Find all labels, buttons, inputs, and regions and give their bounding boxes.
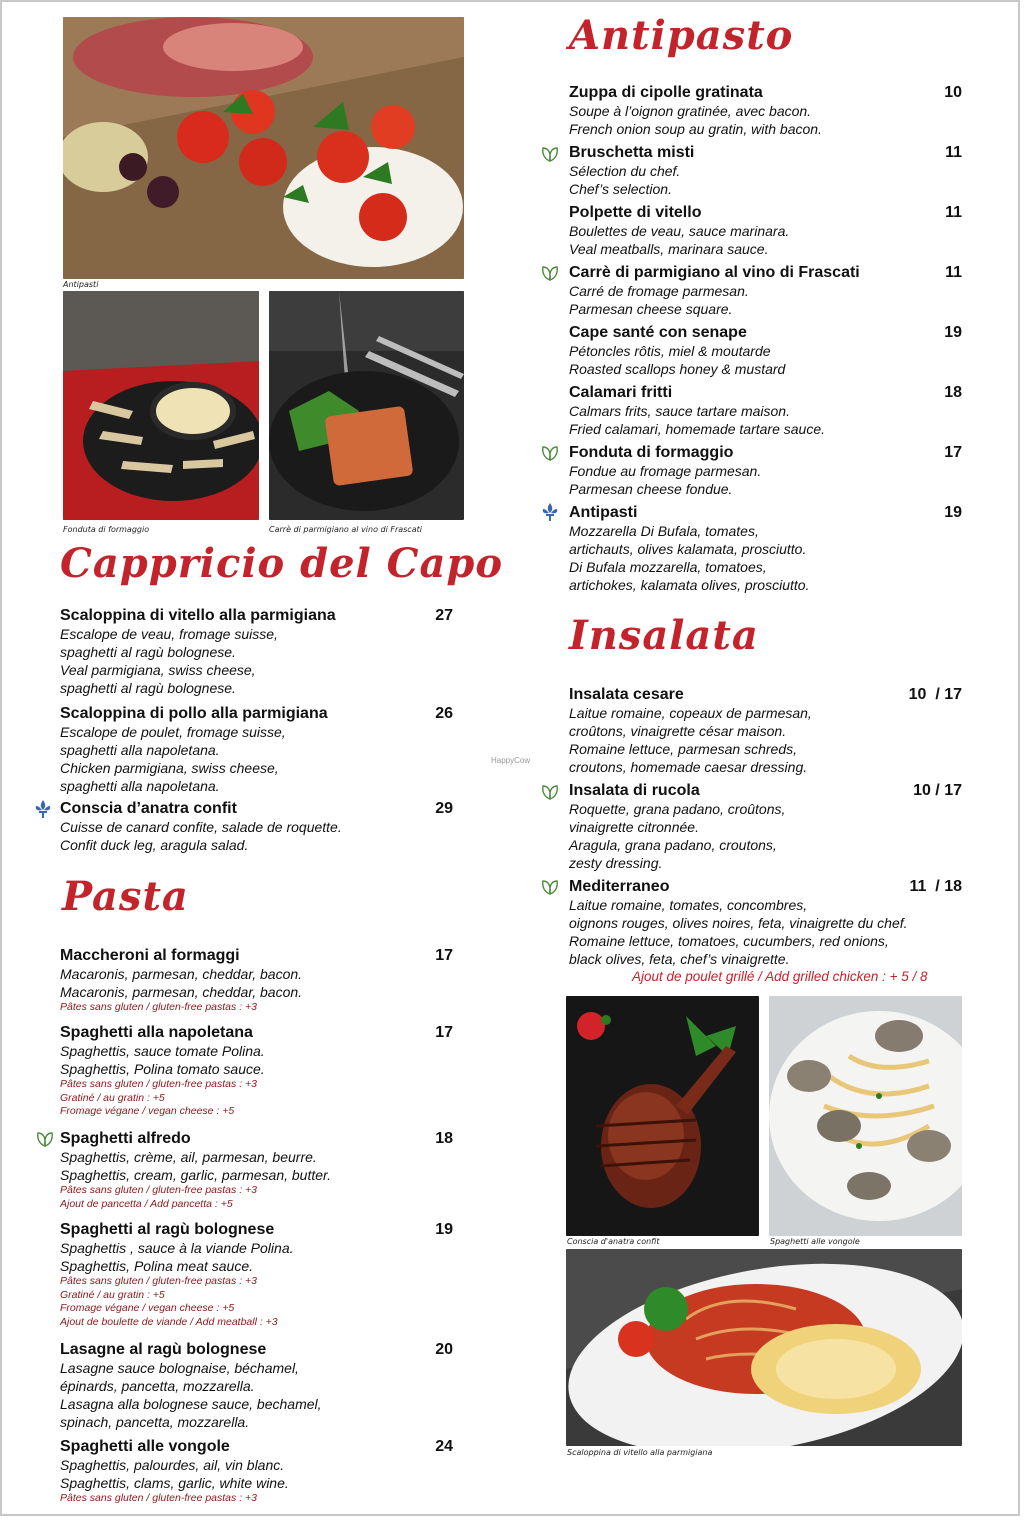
caption-scaloppina: Scaloppina di vitello alla parmigiana <box>567 1448 713 1457</box>
item-name: Spaghetti al ragù bolognese <box>60 1221 275 1238</box>
item-desc: Spaghettis, palourdes, ail, vin blanc. <box>60 1457 285 1473</box>
menu-item <box>60 946 453 1015</box>
item-desc: Spaghettis, cream, garlic, parmesan, butter. <box>60 1167 332 1183</box>
item-desc: spaghetti al ragù bolognese. <box>60 644 236 660</box>
item-extra: Pâtes sans gluten / gluten-free pastas : +3 <box>60 1078 257 1090</box>
item-price: 27 <box>435 607 453 624</box>
item-desc: spaghetti alla napoletana. <box>60 742 220 758</box>
section-title-pasta: Pasta <box>62 873 189 920</box>
item-price: 19 <box>944 324 962 341</box>
item-desc: spaghetti al ragù bolognese. <box>60 680 236 696</box>
menu-item <box>60 1023 453 1119</box>
item-desc: Boulettes de veau, sauce marinara. <box>569 223 790 239</box>
item-name: Carrè di parmigiano al vino di Frascati <box>569 264 860 281</box>
antipasti-photo <box>63 17 464 279</box>
menu-item <box>569 143 962 198</box>
leaf-icon <box>540 783 560 801</box>
caption-fonduta: Fonduta di formaggio <box>63 525 150 534</box>
item-desc: Romaine lettuce, tomatoes, cucumbers, red onions, <box>569 933 889 949</box>
menu-item <box>569 685 962 776</box>
item-desc: Laitue romaine, tomates, concombres, <box>569 897 808 913</box>
item-desc: vinaigrette citronnée. <box>569 819 699 835</box>
item-desc: Calmars frits, sauce tartare maison. <box>569 403 790 419</box>
item-desc: Aragula, grana padano, croutons, <box>569 837 777 853</box>
item-name: Mediterraneo <box>569 878 670 895</box>
item-desc: French onion soup au gratin, with bacon. <box>569 121 822 137</box>
item-desc: Soupe à l’oignon gratinée, avec bacon. <box>569 103 812 119</box>
item-desc: Confit duck leg, aragula salad. <box>60 837 249 853</box>
item-desc: Parmesan cheese square. <box>569 301 733 317</box>
scaloppina-photo <box>566 1249 962 1446</box>
item-extra: Ajout de boulette de viande / Add meatball : +3 <box>60 1315 278 1328</box>
item-name: Cape santé con senape <box>569 324 747 341</box>
add-chicken-note: Ajout de poulet grillé / Add grilled chicken : + 5 / 8 <box>632 969 928 984</box>
section-title-insalata: Insalata <box>569 612 759 659</box>
item-extra: Fromage végane / vegan cheese : +5 <box>60 1302 235 1314</box>
menu-item <box>569 877 962 968</box>
caption-vongole: Spaghetti alle vongole <box>770 1237 860 1246</box>
item-name: Antipasti <box>569 504 638 521</box>
item-extra: Pâtes sans gluten / gluten-free pastas : +3 <box>60 1001 257 1013</box>
fonduta-photo <box>63 291 259 520</box>
menu-item <box>60 799 453 854</box>
item-extra: Pâtes sans gluten / gluten-free pastas : +3 <box>60 1492 257 1504</box>
item-desc: Lasagne sauce bolognaise, béchamel, <box>60 1360 299 1376</box>
conscia-photo <box>566 996 759 1236</box>
item-price: 26 <box>435 705 453 722</box>
item-desc: croutons, homemade caesar dressing. <box>569 759 808 775</box>
item-price: 18 <box>435 1130 453 1147</box>
item-name: Bruschetta misti <box>569 144 695 161</box>
happycow-watermark: HappyCow <box>491 756 531 765</box>
item-name: Scaloppina di pollo alla parmigiana <box>60 705 328 722</box>
item-price: 18 <box>944 384 962 401</box>
item-price: 17 <box>435 947 453 964</box>
carre-photo <box>269 291 464 520</box>
item-extra: Gratiné / au gratin : +5 <box>60 1091 165 1104</box>
item-name: Scaloppina di vitello alla parmigiana <box>60 607 336 624</box>
menu-item <box>569 781 962 872</box>
item-desc: croûtons, vinaigrette césar maison. <box>569 723 787 739</box>
item-desc: Veal meatballs, marinara sauce. <box>569 241 769 257</box>
item-extra: Fromage végane / vegan cheese : +5 <box>60 1105 235 1117</box>
item-name: Spaghetti alla napoletana <box>60 1024 253 1041</box>
item-desc: Lasagna alla bolognese sauce, bechamel, <box>60 1396 322 1412</box>
item-name: Spaghetti alle vongole <box>60 1438 230 1455</box>
menu-item <box>60 1437 453 1506</box>
item-name: Spaghetti alfredo <box>60 1130 191 1147</box>
item-desc: Laitue romaine, copeaux de parmesan, <box>569 705 812 721</box>
item-price: 17 <box>435 1024 453 1041</box>
fleur-de-lis-icon <box>541 502 559 522</box>
item-desc: oignons rouges, olives noires, feta, vinaigrette du chef. <box>569 915 908 931</box>
leaf-icon <box>540 145 560 163</box>
item-desc: Escalope de veau, fromage suisse, <box>60 626 278 642</box>
item-desc: Escalope de poulet, fromage suisse, <box>60 724 286 740</box>
item-desc: Roasted scallops honey & mustard <box>569 361 786 377</box>
menu-item <box>569 203 962 258</box>
item-desc: zesty dressing. <box>569 855 663 871</box>
item-desc: Fondue au fromage parmesan. <box>569 463 762 479</box>
item-desc: Chef’s selection. <box>569 181 672 197</box>
item-name: Zuppa di cipolle gratinata <box>569 84 763 101</box>
item-extra: Pâtes sans gluten / gluten-free pastas : +3 <box>60 1275 257 1287</box>
fleur-de-lis-icon <box>34 799 52 819</box>
menu-item <box>569 503 962 594</box>
item-desc: Macaronis, parmesan, cheddar, bacon. <box>60 984 303 1000</box>
item-price: 10 <box>944 84 962 101</box>
item-desc: Romaine lettuce, parmesan schreds, <box>569 741 797 757</box>
item-desc: artichauts, olives kalamata, prosciutto. <box>569 541 807 557</box>
leaf-icon <box>35 1130 55 1148</box>
item-desc: Spaghettis, sauce tomate Polina. <box>60 1043 265 1059</box>
item-extra: Pâtes sans gluten / gluten-free pastas : +3 <box>60 1184 257 1196</box>
item-name: Polpette di vitello <box>569 204 702 221</box>
item-desc: artichokes, kalamata olives, prosciutto. <box>569 577 810 593</box>
menu-item <box>60 1129 453 1211</box>
menu-item <box>569 263 962 318</box>
item-price: 11 <box>945 204 962 221</box>
leaf-icon <box>540 444 560 462</box>
item-desc: Spaghettis, Polina tomato sauce. <box>60 1061 265 1077</box>
item-desc: Carré de fromage parmesan. <box>569 283 749 299</box>
item-price: 10 / 17 <box>908 686 962 703</box>
caption-carre: Carrè di parmigiano al vino di Frascati <box>269 525 422 534</box>
menu-item <box>60 606 453 697</box>
menu-item <box>60 1340 453 1431</box>
item-desc: Roquette, grana padano, croûtons, <box>569 801 786 817</box>
menu-item <box>569 323 962 378</box>
menu-item <box>60 704 453 795</box>
item-price: 24 <box>435 1438 453 1455</box>
menu-item <box>60 1220 453 1329</box>
item-price: 17 <box>944 444 962 461</box>
item-desc: épinards, pancetta, mozzarella. <box>60 1378 255 1394</box>
menu-item <box>569 443 962 498</box>
item-extra: Ajout de pancetta / Add pancetta : +5 <box>60 1197 233 1210</box>
item-extra: Gratiné / au gratin : +5 <box>60 1288 165 1301</box>
item-desc: spinach, pancetta, mozzarella. <box>60 1414 250 1430</box>
item-desc: Fried calamari, homemade tartare sauce. <box>569 421 825 437</box>
caption-antipasti: Antipasti <box>63 280 99 289</box>
item-desc: Parmesan cheese fondue. <box>569 481 733 497</box>
item-desc: Cuisse de canard confite, salade de roquette. <box>60 819 342 835</box>
item-price: 11 <box>945 264 962 281</box>
item-price: 19 <box>944 504 962 521</box>
item-desc: Spaghettis, Polina meat sauce. <box>60 1258 254 1274</box>
vongole-photo <box>769 996 962 1236</box>
item-name: Lasagne al ragù bolognese <box>60 1341 267 1358</box>
item-desc: spaghetti alla napoletana. <box>60 778 220 794</box>
item-name: Insalata di rucola <box>569 782 700 799</box>
item-desc: Mozzarella Di Bufala, tomates, <box>569 523 759 539</box>
item-desc: Macaronis, parmesan, cheddar, bacon. <box>60 966 303 982</box>
item-name: Insalata cesare <box>569 686 684 703</box>
item-name: Fonduta di formaggio <box>569 444 734 461</box>
item-price: 11 / 18 <box>909 878 962 895</box>
leaf-icon <box>540 878 560 896</box>
item-price: 11 <box>945 144 962 161</box>
item-price: 29 <box>435 800 453 817</box>
item-desc: Di Bufala mozzarella, tomatoes, <box>569 559 767 575</box>
item-name: Calamari fritti <box>569 384 673 401</box>
item-desc: Spaghettis , sauce à la viande Polina. <box>60 1240 294 1256</box>
section-title-capo: Cappricio del Capo <box>60 540 504 587</box>
item-desc: Spaghettis, clams, garlic, white wine. <box>60 1475 289 1491</box>
caption-conscia: Conscia d'anatra confit <box>567 1237 660 1246</box>
menu-item <box>569 383 962 438</box>
item-desc: Spaghettis, crème, ail, parmesan, beurre. <box>60 1149 317 1165</box>
item-name: Conscia d’anatra confit <box>60 800 237 817</box>
item-price: 19 <box>435 1221 453 1238</box>
item-price: 20 <box>435 1341 453 1358</box>
item-desc: Sélection du chef. <box>569 163 681 179</box>
item-desc: black olives, feta, chef’s vinaigrette. <box>569 951 790 967</box>
item-desc: Chicken parmigiana, swiss cheese, <box>60 760 279 776</box>
leaf-icon <box>540 264 560 282</box>
menu-item <box>569 83 962 138</box>
item-desc: Veal parmigiana, swiss cheese, <box>60 662 256 678</box>
item-desc: Pétoncles rôtis, miel & moutarde <box>569 343 771 359</box>
item-name: Maccheroni al formaggi <box>60 947 240 964</box>
section-title-antipasto: Antipasto <box>569 12 794 59</box>
item-price: 10 / 17 <box>913 782 962 799</box>
